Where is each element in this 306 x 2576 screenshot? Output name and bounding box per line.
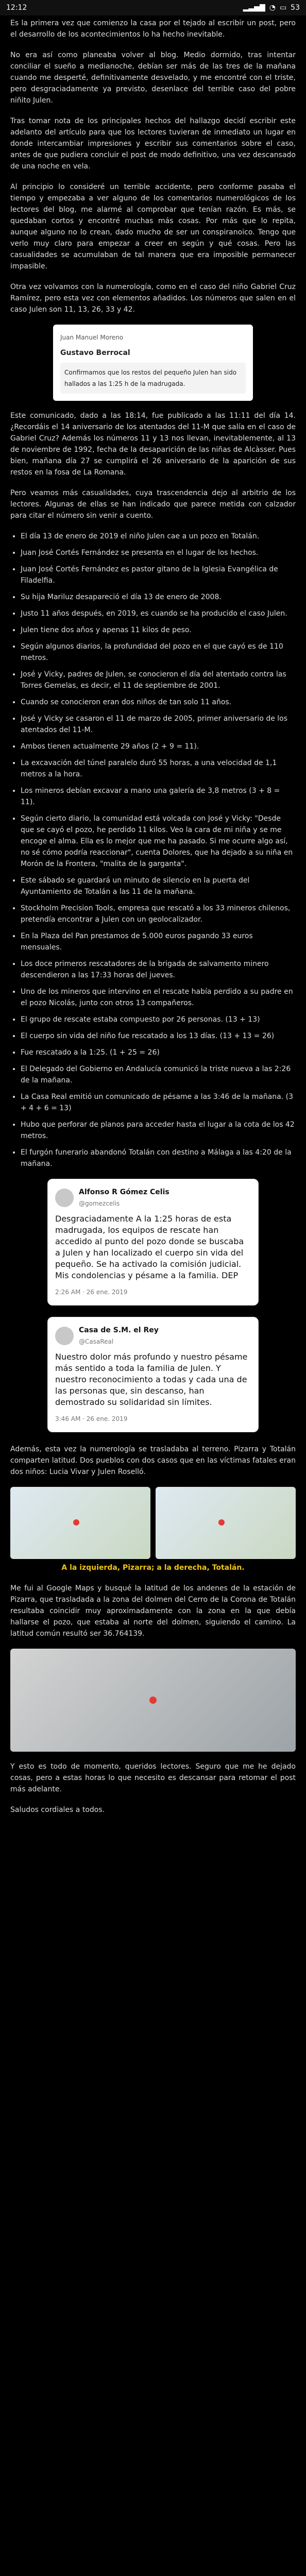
list-item: • Los mineros debían excavar a mano una galería de 3,8 metros (3 + 8 = 11).	[21, 785, 296, 808]
list-item: • José y Vicky, padres de Julen, se conocieron el día del atentado contra las Torres Gemelas, es decir, el 11 de septiembre de 2001.	[21, 669, 296, 691]
clock: 12:12	[6, 4, 27, 12]
list-item: • El grupo de rescate estaba compuesto por 26 personas. (13 + 13)	[21, 1014, 296, 1025]
list-item: • Hubo que perforar de planos para acceder hasta el lugar a la cota de los 42 metros.	[21, 1119, 296, 1142]
paragraph-4: Al principio lo consideré un terrible accidente, pero conforme pasaba el tiempo y empezaba a ver alguno de los comentarios numerológicos de los lectores del blog, me alarmé al comprobar que tenían razón. Es más, se quedaban cortos y encontré muchas más cosas. Por más que lo repita, aunque alguno no lo crean, dado mucho de ser un conspiranoico. Tengo que verlo muy claro para empezar a creer en según y qué cosas. Pero las casualidades se acumulaban de tal manera que era imposible permanecer impasible.	[10, 183, 296, 270]
status-icons	[243, 4, 300, 12]
avatar	[55, 1189, 74, 1207]
list-item: • Cuando se conocieron eran dos niños de tan solo 11 años.	[21, 697, 296, 708]
wifi-icon: ◔	[269, 4, 276, 12]
list-item: • El Delegado del Gobierno en Andalucía comunicó la triste nueva a las 2:26 de la mañana.	[21, 1063, 296, 1086]
paragraph-10: Y esto es todo de momento, queridos lectores. Seguro que me he dejado cosas, pero a estas horas lo que necesito es descansar para retomar el post más adelante.	[10, 1762, 296, 1793]
list-item: • Según algunos diarios, la profundidad del pozo en el que cayó es de 110 metros.	[21, 641, 296, 664]
list-item: • Ambos tienen actualmente 29 años (2 + 9 = 11).	[21, 741, 296, 752]
map-pin-icon	[218, 1519, 225, 1526]
paragraph-8: Además, esta vez la numerología se trasladaba al terreno. Pizarra y Totalán comparten latitud. Dos pueblos con dos casos que en las víctimas fatales eran dos niños: Lucia Vivar y Julen Roselló.	[10, 1445, 296, 1476]
list-item: • La Casa Real emitió un comunicado de pésame a las 3:46 de la mañana. (3 + 4 + 6 = 13)	[21, 1091, 296, 1114]
embed-title: Gustavo Berrocal	[60, 349, 130, 357]
paragraph-5: Otra vez volvamos con la numerología, como en el caso del niño Gabriel Cruz Ramírez, pero esta vez con elementos añadidos. Los números que salen en el caso Julen son 11, 13, 26, 33 y 42.	[10, 283, 296, 314]
paragraph-7: Pero veamos más casualidades, cuya trascendencia dejo al arbitrio de los lectores. Algunas de ellas se han indicado que parece metida con calzador para citar el número sin venir a cuento.	[10, 489, 296, 520]
list-item: • El furgón funerario abandonó Totalán con destino a Málaga a las 4:20 de la mañana.	[21, 1147, 296, 1170]
embed-header: Juan Manuel Moreno	[60, 334, 124, 341]
map-pin-icon	[149, 1697, 157, 1704]
facts-list	[10, 531, 296, 1170]
list-item: • Los doce primeros rescatadores de la brigada de salvamento minero descendieron a las 17:33 horas del jueves.	[21, 958, 296, 981]
list-item: • Julen tiene dos años y apenas 11 kilos de peso.	[21, 624, 296, 636]
list-item: • Justo 11 años después, en 2019, es cuando se ha producido el caso Julen.	[21, 608, 296, 619]
tweet-author: Casa de S.M. el Rey	[79, 1326, 159, 1334]
list-item: • Fue rescatado a la 1:25. (1 + 25 = 26)	[21, 1047, 296, 1058]
tweet-text: Desgraciadamente A la 1:25 horas de esta madrugada, los equipos de rescate han accedido al punto del pozo donde se buscaba a Julen y han localizado el cuerpo sin vida del pequeño. Se ha activado la comisión judicial. Mis condolencias y pésame a la familia. DEP	[55, 1214, 244, 1280]
tweet-embed-1	[47, 1179, 259, 1306]
closing-greeting: Saludos cordiales a todos.	[10, 1806, 105, 1814]
map-totalan	[156, 1487, 296, 1559]
tweet-author: Alfonso R Gómez Celis	[79, 1188, 169, 1196]
list-item: • El cuerpo sin vida del niño fue rescatado a los 13 días. (13 + 13 = 26)	[21, 1030, 296, 1042]
map-latitude	[10, 1649, 296, 1752]
paragraph-3: Tras tomar nota de los principales hechos del hallazgo decidí escribir este adelanto del artículo para que los lectores tuvieran de inmediato un lugar en donde intercambiar impresiones y escribir sus comentarios sobre el caso, antes de que pudiera concluir el post de modo definitivo, una vez descansado de una noche en vela.	[10, 117, 296, 171]
paragraph-6: Este comunicado, dado a las 18:14, fue publicado a las 11:11 del día 14. ¿Recordáis el 14 aniversario de los atentados del 11-M que salía en el caso de Gabriel Cruz? Además los números 11 y 13 nos llevan, inevitablemente, al 13 de noviembre de 1992, fecha de la desaparición de las niñas de Alcàsser. Pues bien, mañana día 27 se cumplirá el 26 aniversario de la aparición de sus restos en la fosa de La Romana.	[10, 412, 296, 477]
list-item: • El día 13 de enero de 2019 el niño Julen cae a un pozo en Totalán.	[21, 531, 296, 542]
article-body	[10, 18, 296, 1825]
tweet-handle: @gomezcelis	[79, 1200, 120, 1207]
list-item: • Juan José Cortés Fernández es pastor gitano de la Iglesia Evangélica de Filadelfia.	[21, 564, 296, 586]
list-item: • Según cierto diario, la comunidad está volcada con José y Vicky: "Desde que se cayó el pozo, he perdido 11 kilos. Veo la cara de mi niña y se me encoge el alma. Ella es lo mejor que me ha pasado. Si me ocurre algo así, no sé cómo podría reaccionar", cuenta Dolores, que ha dejado a su niña en Morón de la Frontera, "malita de la garganta".	[21, 813, 296, 870]
list-item: • En la Plaza del Pan prestamos de 5.000 euros pagando 33 euros mensuales.	[21, 930, 296, 953]
map-comparison	[10, 1487, 296, 1559]
embedded-post	[53, 325, 253, 401]
list-item: • Su hija Mariluz desapareció el día 13 de enero de 2008.	[21, 591, 296, 603]
list-item: • Este sábado se guardará un minuto de silencio en la puerta del Ayuntamiento de Totalán a las 11 de la mañana.	[21, 875, 296, 897]
list-item: • Stockholm Precision Tools, empresa que rescató a los 33 mineros chilenos, pretendía encontrar a Julen con un geolocalizador.	[21, 903, 296, 925]
paragraph-1: Es la primera vez que comienzo la casa por el tejado al escribir un post, pero el desarrollo de los acontecimientos lo ha hecho inevitable.	[10, 19, 296, 39]
list-item: • La excavación del túnel paralelo duró 55 horas, a una velocidad de 1,1 metros a la hora.	[21, 757, 296, 780]
status-bar	[0, 0, 306, 15]
map-pizarra	[10, 1487, 150, 1559]
paragraph-9: Me fui al Google Maps y busqué la latitud de los andenes de la estación de Pizarra, que trasladada a la zona del dolmen del Cerro de la Corona de Totalán resultaba coincidir muy aproximadamente con la zona en la que debía hallarse el pozo, que estaba al norte del dolmen, siguiendo el camino. La latitud común resultó ser 36.764139.	[10, 1584, 296, 1638]
tweet-meta: 2:26 AM · 26 ene. 2019	[55, 1289, 128, 1296]
battery-level: 53	[291, 4, 300, 12]
tweet-meta: 3:46 AM · 26 ene. 2019	[55, 1415, 128, 1422]
map-pin-icon	[73, 1519, 79, 1526]
tweet-embed-2	[47, 1317, 259, 1432]
tweet-handle: @CasaReal	[79, 1338, 114, 1345]
list-item: • Uno de los mineros que intervino en el rescate había perdido a su padre en el pozo Nicolás, junto con otros 13 compañeros.	[21, 986, 296, 1009]
list-item: • Juan José Cortés Fernández se presenta en el lugar de los hechos.	[21, 547, 296, 558]
list-item: • José y Vicky se casaron el 11 de marzo de 2005, primer aniversario de los atentados del 11-M.	[21, 713, 296, 736]
battery-icon: ▭	[279, 4, 287, 12]
paragraph-2: No era así como planeaba volver al blog. Medio dormido, tras intentar conciliar el sueño a medianoche, debían ser más de las tres de la mañana cuando me desperté, definitivamente desvelado, y me encontré con el triste, pero desgraciadamente ya previsto, desenlace del terrible caso del pobre niñito Julen.	[10, 51, 296, 105]
tweet-text: Nuestro dolor más profundo y nuestro pésame más sentido a toda la familia de Julen. Y nuestro reconocimiento a todas y cada una de las personas que, sin descanso, han demostrado su solidaridad sin límites.	[55, 1352, 248, 1407]
signal-icon: ▂▃▅▇	[243, 4, 265, 12]
embed-note: Confirmamos que los restos del pequeño Julen han sido hallados a las 1:25 h de la madrugada.	[60, 363, 246, 394]
map-caption: A la izquierda, Pizarra; a la derecha, Totalán.	[61, 1564, 245, 1572]
avatar	[55, 1327, 74, 1345]
